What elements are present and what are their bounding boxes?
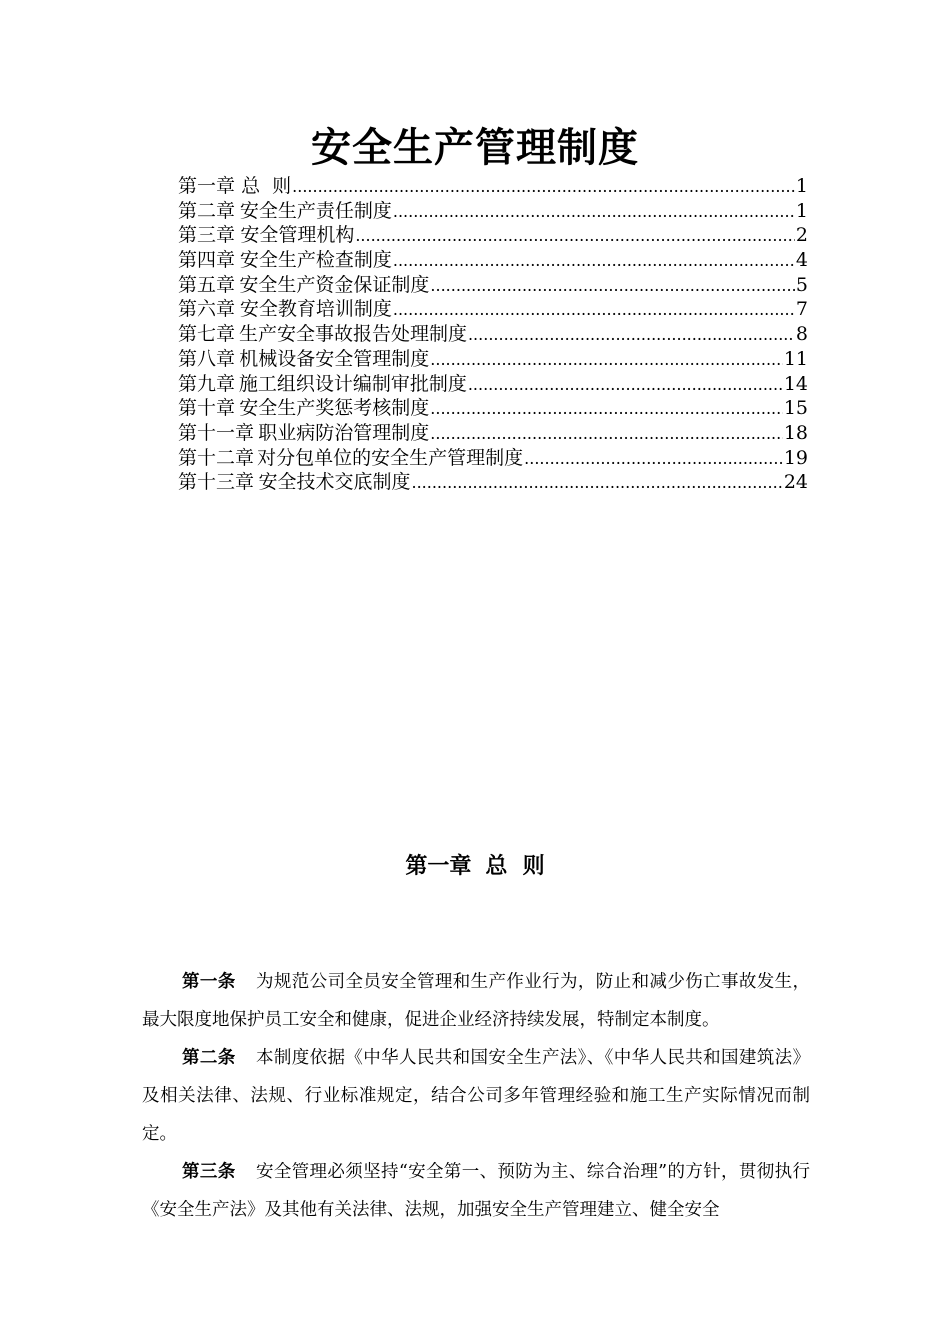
toc-page-number: 2: [795, 224, 808, 247]
toc-chapter-number: 第十章: [178, 397, 236, 420]
toc-chapter-heading: 施工组织设计编制审批制度: [238, 372, 467, 395]
toc-page-number: 8: [795, 323, 808, 346]
article-label: 第二条: [182, 1048, 236, 1068]
chapter-title: 总 则: [485, 854, 545, 879]
toc-entry[interactable]: [178, 446, 808, 471]
toc-dot-leader: [430, 397, 783, 422]
toc-entry[interactable]: [178, 421, 808, 446]
toc-dot-leader: [355, 224, 795, 249]
toc-chapter-heading: 总 则: [241, 175, 292, 197]
chapter-heading: [0, 850, 950, 884]
toc-page-number: 24: [783, 471, 808, 494]
toc-dot-leader: [393, 249, 795, 274]
toc-chapter-heading: 安全生产奖惩考核制度: [239, 397, 430, 420]
article-label: 第三条: [182, 1162, 236, 1182]
toc-entry[interactable]: [178, 372, 808, 397]
toc-dot-leader: [393, 200, 795, 225]
toc-entry[interactable]: [178, 223, 808, 248]
toc-chapter-number: 第十一章: [178, 421, 255, 444]
toc-dot-leader: [393, 298, 795, 323]
toc-chapter-number: 第十二章: [178, 446, 255, 469]
toc-chapter-heading: 安全管理机构: [240, 224, 355, 247]
toc-chapter-number: 第六章: [178, 298, 236, 321]
toc-entry[interactable]: [178, 322, 808, 347]
toc-entry[interactable]: [178, 470, 808, 495]
toc-page-number: 18: [783, 421, 808, 444]
toc-page-number: 4: [795, 249, 808, 272]
toc-chapter-heading: 安全生产责任制度: [239, 199, 392, 222]
toc-page-number: 1: [795, 175, 808, 197]
toc-page-number: 14: [783, 372, 808, 395]
toc-chapter-heading: 安全技术交底制度: [258, 471, 411, 494]
article-label: 第一条: [182, 972, 236, 992]
article-text: 为规范公司全员安全管理和生产作业行为，防止和减少伤亡事故发生，最大限度地保护员工安全和健康，促进企业经济持续发展，特制定本制度。: [142, 972, 811, 1030]
article-paragraph: [142, 963, 810, 1039]
toc-page-number: 19: [783, 446, 808, 469]
article-paragraph: [142, 1039, 810, 1153]
table-of-contents: [178, 174, 808, 495]
toc-page-number: 5: [795, 273, 808, 296]
document-title: 安全生产管理制度: [311, 125, 639, 171]
toc-page-number: 7: [795, 298, 808, 321]
toc-chapter-number: 第三章: [178, 224, 236, 247]
toc-entry[interactable]: [178, 248, 808, 273]
toc-page-number: 1: [795, 199, 808, 222]
toc-chapter-number: 第八章: [178, 347, 236, 370]
toc-chapter-number: 第四章: [178, 249, 236, 272]
toc-chapter-heading: 安全生产检查制度: [239, 249, 392, 272]
toc-chapter-number: 第二章: [178, 199, 236, 222]
toc-entry[interactable]: [178, 396, 808, 421]
toc-chapter-number: 第九章: [178, 372, 236, 395]
toc-page-number: 15: [783, 397, 808, 420]
toc-dot-leader: [412, 471, 783, 496]
toc-chapter-heading: 对分包单位的安全生产管理制度: [257, 446, 524, 469]
toc-chapter-heading: 生产安全事故报告处理制度: [238, 323, 467, 346]
chapter-body: [142, 963, 810, 1229]
toc-chapter-number: 第五章: [178, 273, 236, 296]
toc-dot-leader: [468, 373, 783, 398]
toc-entry[interactable]: [178, 174, 808, 199]
toc-dot-leader: [430, 348, 783, 373]
toc-chapter-heading: 机械设备安全管理制度: [239, 347, 430, 370]
article-text: 本制度依据《中华人民共和国安全生产法》、《中华人民共和国建筑法》及相关法律、法规、行业标准规定，结合公司多年管理经验和施工生产实际情况而制定。: [142, 1048, 811, 1144]
toc-entry[interactable]: [178, 347, 808, 372]
toc-chapter-heading: 职业病防治管理制度: [258, 421, 430, 444]
toc-chapter-heading: 安全生产资金保证制度: [239, 273, 430, 296]
toc-dot-leader: [292, 175, 795, 200]
toc-dot-leader: [430, 274, 794, 299]
article-text: 安全管理必须坚持“安全第一、预防为主、综合治理”的方针，贯彻执行《安全生产法》及其他有关法律、法规，加强安全生产管理建立、健全安全: [142, 1162, 810, 1220]
toc-chapter-number: 第七章: [178, 323, 236, 346]
chapter-number: 第一章: [405, 854, 472, 879]
toc-chapter-number: 第一章: [178, 175, 236, 197]
toc-entry[interactable]: [178, 297, 808, 322]
toc-dot-leader: [468, 323, 795, 348]
toc-entry[interactable]: [178, 199, 808, 224]
toc-dot-leader: [430, 422, 783, 447]
toc-page-number: 11: [783, 347, 808, 370]
toc-entry[interactable]: [178, 273, 808, 298]
toc-chapter-number: 第十三章: [178, 471, 255, 494]
article-paragraph: [142, 1153, 810, 1229]
toc-chapter-heading: 安全教育培训制度: [239, 298, 392, 321]
toc-dot-leader: [524, 447, 783, 472]
